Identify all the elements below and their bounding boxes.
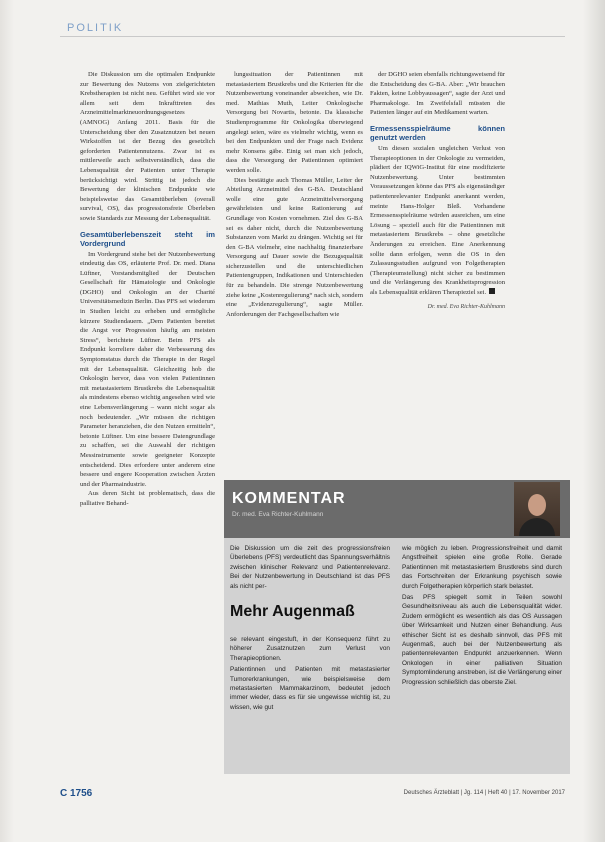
commentary-headline: Mehr Augenmaß: [230, 603, 355, 621]
paragraph: Die Diskussion um die zeit des progressionsfreien Überlebens (PFS) verdeutlicht das Spannungsverhältnis zwischen klinischer Relevanz und Patientenrelevanz. Bei der Nutzenbewertung in Deutschland ist das PFS als nicht per-: [230, 545, 390, 590]
paragraph: Die Diskussion um die optimalen Endpunkte zur Bewertung des Nutzens von zielgerichteten Krebstherapien ist nicht neu. Geführt wird sie vor allem seit dem Inkrafttreten des Arzneimittelmarktneuordnungsgesetzes (AMNOG) Anfang 2011. Basis für die Unterscheidung über den Zusatznutzen bei neuen Wirkstoffen ist der Bezug des gesetzlich geforderten Patientennutzens. Zwar ist es mittlerweile auch selbstverständlich, dass die Lebensqualität der Patienten unter Therapie berücksichtigt wird. Strittig ist jedoch die Bewertung der klinischen Endpunkte wie beispielsweise das Gesamtüberleben (overall survival, OS), das progressionsfreie Überleben sowie Standards zur Messung der Lebensqualität.: [80, 71, 215, 222]
commentary-author: Dr. med. Eva Richter-Kuhlmann: [232, 511, 324, 518]
commentary-column-2: [402, 544, 562, 689]
commentary-column-1: [230, 544, 390, 714]
article-byline: Dr. med. Eva Richter-Kuhlmann: [427, 304, 505, 311]
article-column-2: [226, 70, 363, 319]
article-column-3: [370, 70, 505, 313]
author-face: [528, 494, 546, 516]
paragraph: [370, 144, 505, 298]
subheading: Ermessensspielräume können genutzt werden: [370, 123, 505, 142]
end-mark-icon: [489, 288, 495, 294]
commentary-box: [224, 538, 570, 774]
paragraph-text: Um diesen sozialen ungleichen Verlust von Therapieoptionen in der Onkologie zu vermeiden, plädiert der IQWiG-Institut für eine modifizierte Nutzenbewertung. Unter bestimmten Voraussetzungen könne das PFS als eigenständiger patientenrelevanter Endpunkt anerkannt werden, meinte Hans-Holger Bleß. Vorhandene Ermessensspielräume würden ausreichen, um eine Lösung – speziell auch für die Patientinnen mit metastasiertem Brustkrebs – ohne gesetzliche Änderungen zu erreichen. Eine Anerkennung sollte dann erfolgen, wenn die OS in den Zulassungsstudien aufgrund von Folgetherapien (Therapieumstellung) nicht sicher zu bestimmen und die Verlängerung des Krankheitsprogression als Lebensqualität erklären Therapieziel sei.: [370, 144, 505, 296]
header-rule: [60, 36, 565, 37]
paragraph: Dies bestätigte auch Thomas Müller, Leiter der Abteilung Arzneimittel des G-BA. Deutschland wolle eine gute Arzneimittelversorgung gewährleisten und keine Rationierung auf Grundlage von Kosten vornehmen. Ziel des G-BA sei es daher nicht, durch die Nutzenbewertung Substanzen vom Markt zu drängen. Wichtig sei für den G-BA vielmehr, eine nachhaltig finanzierbare Versorgung auf Dauer sowie die Bezugsqualität sicherzustellen und die unterschiedlichen Patientengruppen, Indikationen und Unterschieden für zu behandeln. Die strenge Nutzenbewertung ziehe keine „Kostenregulierung“ nach sich, sondern eine „Evidenzregulierung“, sagte Müller. Anforderungen der Fachgesellschaften wie: [226, 176, 363, 318]
paragraph: se relevant eingestuft, in der Konsequenz führt zu höherer Zusatznutzen zum Verlust von Therapieoptionen.: [230, 636, 390, 662]
author-body: [519, 518, 555, 536]
paragraph: Patientinnen und Patienten mit metastasierter Tumorerkrankungen, wie beispielsweise dem metastasierten Mammakarzinom, bedeutet jedoch immer wieder, dass es für sie ungewisse wichtig ist, zu wissen, wie gut: [230, 666, 390, 711]
paragraph: Das PFS spiegelt somit in Teilen sowohl Gesundheitsniveau als auch die Lebensqualität wider. Zudem ermöglicht es wesentlich als das OS Aussagen über Wirksamkeit und Nutzen einer Behandlung. Aus ethischer Sicht ist es deshalb sinnvoll, das PFS mit Augenmaß, auch bei der Nutzenbewertung als patientenrelevanten Endpunkt anzuerkennen. Wenn Onkologen in einer palliativen Situation Symptomlinderung anstreben, ist die Verlängerung einer Progression schließlich das oberste Ziel.: [402, 594, 562, 686]
paragraph: Im Vordergrund stehe bei der Nutzenbewertung eindeutig das OS, erläuterte Prof. Dr. med. Diana Lüftner, Vorstandsmitglied der Deutschen Gesellschaft für Hämatologie und Onkologie (DGHO) und Onkologin an der Charité Universitätsmedizin Berlin. Das PFS sei wiederum in Studien leicht zu erheben und ermögliche kürzere Studiendauern. „Dem Patienten bereitet die Angst vor Progression häufig am meisten Stress“, berichtete Lüftner. Beim PFS als Endpunkt korreliere daher die Verbesserung des Symptomstatus durch die Therapie in der Regel mit der Lebensqualität. Gleichzeitig hob die Onkologin hervor, dass von vielen Patientinnen mit metastasiertem Brustkrebs die Lebensqualität als mindestens ebenso wichtig angesehen wird wie eine Lebensverlängerung – wann nicht sogar als noch bedeutender. „Wir müssen die richtigen Parameter heranziehen, die den Nutzen ermitteln“, betonte Lüftner. Um eine bessere Datengrundlage zu schaffen, sei die Auswahl der richtigen Messinstrumente sowie geeigneter Konzepte entscheidend. Dies erfordere unter anderem eine bessere und engere Kooperation zwischen Ärzten und der Pharmaindustrie.: [80, 250, 215, 488]
commentary-header: [224, 480, 570, 538]
page-edge: [0, 0, 14, 842]
paragraph: lungssituation der Patientinnen mit metastasiertem Brustkrebs und die Kriterien für die Nutzenbewertung voneinander abweichen, wie Dr. med. Mathias Muth, Leiter Onkologische Versorgung bei Novartis, betonte. Da klassische Studienprogramme für Onkologika überwiegend angelegt seien, wäre es vielmehr wichtig, wenn es bei den Endpunkten und der Frage nach Evidenz mehr Konsens gäbe. Einig sei man sich jedoch, dass die Versorgung der Patientinnen optimiert werden solle.: [226, 71, 363, 174]
paragraph: wie möglich zu leben. Progressionsfreiheit und damit Angstfreiheit spielen eine große Rolle. Gerade Patientinnen mit metastasiertem Brustkrebs sind durch das Fortschreiten der Erkrankung psychisch sowie durch Folgetherapien körperlich stark belastet.: [402, 545, 562, 590]
paragraph: der DGHO seien ebenfalls richtungsweisend für die Entscheidung des G-BA. Aber: „Wir brauchen Fakten, keine Lobbyaussagen“, sagte der Arzt und Pharmakologe. Im Zweifelsfall müssten die Patienten länger auf ein Medikament warten.: [370, 71, 505, 117]
paragraph: Aus deren Sicht ist problematisch, dass die palliative Behand-: [80, 490, 215, 507]
page-number: C 1756: [60, 788, 93, 799]
page-fold-shadow: [583, 0, 605, 842]
article-column-1: [80, 70, 215, 509]
section-label: POLITIK: [67, 22, 124, 34]
commentary-label: KOMMENTAR: [232, 490, 346, 507]
author-photo: [514, 482, 560, 536]
journal-citation: Deutsches Ärzteblatt | Jg. 114 | Heft 40 | 17. November 2017: [403, 790, 565, 796]
subheading: Gesamtüberlebenszeit steht im Vordergrund: [80, 229, 215, 248]
